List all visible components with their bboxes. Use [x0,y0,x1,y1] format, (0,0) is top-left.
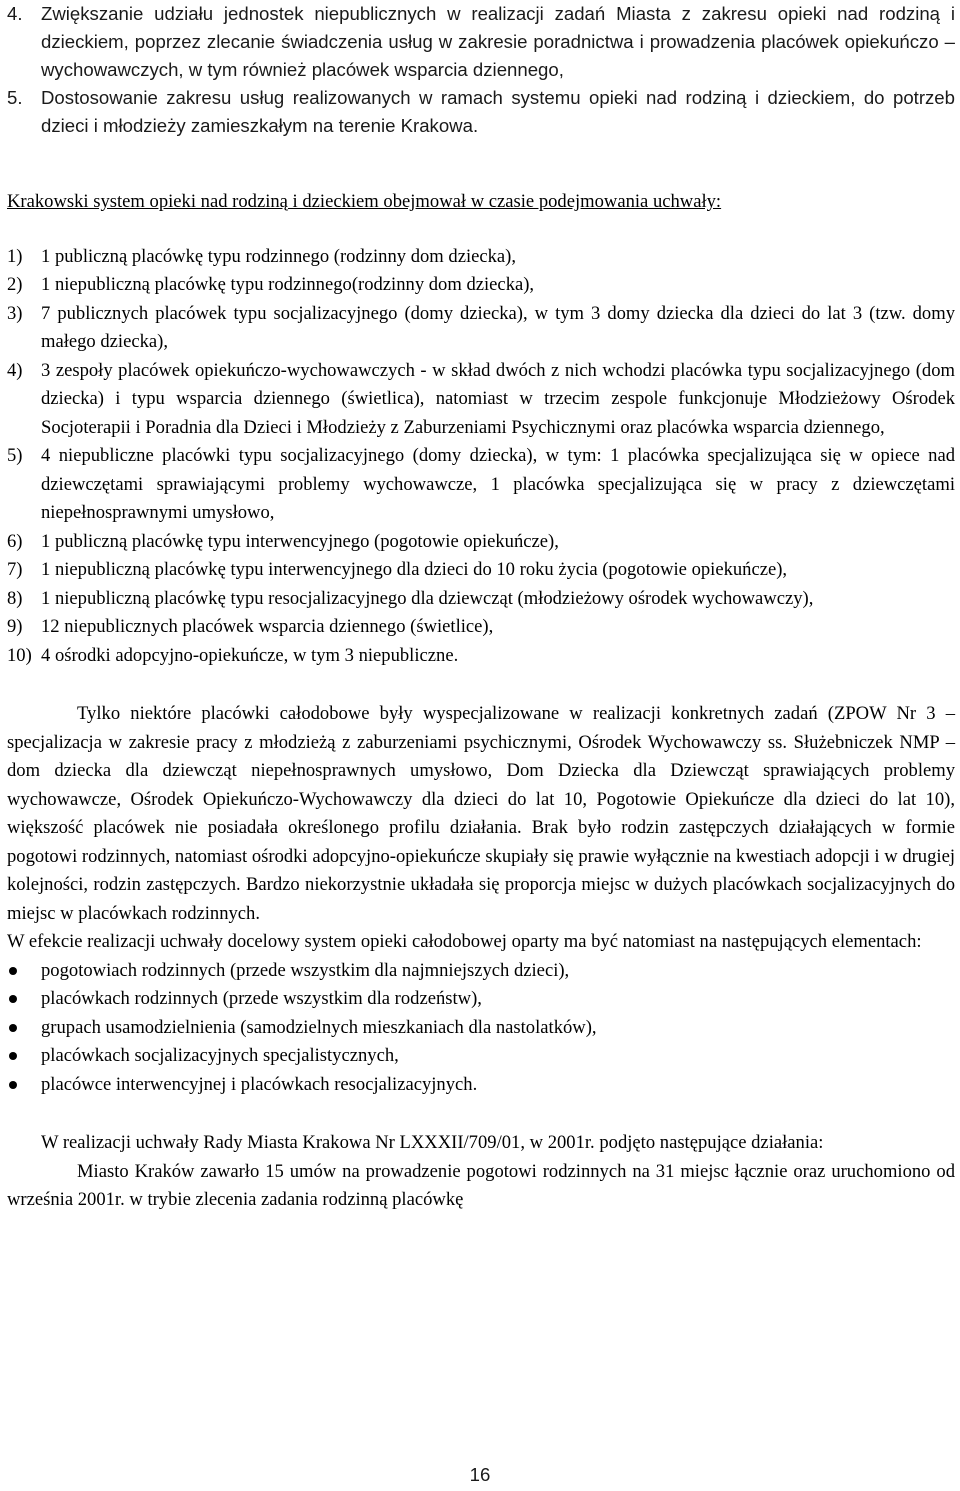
facility-number: 1) [7,245,23,267]
goal-text: Dostosowanie zakresu usług realizowanych w ramach systemu opieki nad rodziną i dzieckiem, do potrzeb dzieci i młodzieży zamieszkałym na terenie Krakowa. [41,87,955,136]
facility-text: 1 niepubliczną placówkę typu rodzinnego(rodzinny dom dziecka), [41,274,535,295]
facility-text: 12 niepublicznych placówek wsparcia dziennego (świetlice), [41,616,494,637]
bullet-text: pogotowiach rodzinnych (przede wszystkim dla najmniejszych dzieci), [41,959,570,981]
facility-item [7,642,955,671]
goal-text: Zwiększanie udziału jednostek niepublicznych w realizacji zadań Miasta z zakresu opieki nad rodziną i dzieckiem, poprzez zlecanie świadczenia usług w zakresie poradnictwa i prowadzenia placówek opiekuńczo – wychowawczych, w tym również placówek wsparcia dziennego, [41,3,955,80]
facility-number: 2) [7,274,23,295]
bullet-text: placówce interwencyjnej i placówkach resocjalizacyjnych. [41,1073,478,1095]
spacer [7,670,955,700]
facility-number: 10) [7,644,32,666]
facility-item [7,442,955,528]
system-intro: Krakowski system opieki nad rodziną i dzieckiem obejmował w czasie podejmowania uchwały: [7,191,722,212]
bullet-item [7,957,955,986]
facility-number: 6) [7,530,23,552]
bullet-icon [7,985,41,1014]
bullet-item [7,1042,955,1071]
bullet-icon [7,1042,41,1071]
facility-number: 4) [7,359,23,381]
facility-item [7,556,955,585]
target-elements-list [7,957,955,1100]
paragraph-specialization: Tylko niektóre placówki całodobowe były wyspecjalizowane w realizacji konkretnych zadań (ZPOW Nr 3 – specjalizacja w zakresie pracy z młodzieżą z zaburzeniami psychicznymi, Ośrodek Wychowawczy ss. Służebniczek NMP – dom dziecka dla dziewcząt niepełnosprawnych umysłowo, Dom Dziecka dla Dziewcząt sprawiających problemy wychowawcze, Ośrodek Opiekuńczo-Wychowawczy dla dzieci do lat 10, Pogotowie Opiekuńcze dla dzieci do lat 10), większość placówek nie posiadała określonego profilu działania. Brak było rodzin zastępczych działających w formie pogotowi rodzinnych, natomiast ośrodki adopcyjno-opiekuńcze skupiały się prawie wyłącznie na kwestiach adopcji i w drugiej kolejności, rodzin zastępczych. Bardzo niekorzystnie układała się proporcja miejsc w dużych placówkach socjalizacyjnych do miejsc w placówkach rodzinnych. [7,703,955,924]
facility-item [7,243,955,272]
facility-text: 1 niepubliczną placówkę typu interwencyjnego dla dzieci do 10 roku życia (pogotowie opiekuńcze), [41,559,788,580]
facility-item [7,357,955,443]
facility-text: 1 niepubliczną placówkę typu resocjalizacyjnego dla dziewcząt (młodzieżowy ośrodek wychowawczy), [41,587,814,609]
facility-text: 3 zespoły placówek opiekuńczo-wychowawczych - w skład dwóch z nich wchodzi placówka typu socjalizacyjnego (dom dziecka) i typu wsparcia dziennego (świetlica), natomiast w trzecim zespole funkcjonuje Młodzieżowy Ośrodek Socjoterapii i Poradnia dla Dzieci i Młodzieży z Zaburzeniami Psychicznymi oraz placówka wsparcia dziennego, [41,359,955,438]
facility-number: 5) [7,445,23,466]
main-content [7,188,955,1215]
facility-text: 4 ośrodki adopcyjno-opiekuńcze, w tym 3 niepubliczne. [41,644,459,666]
bullet-item [7,1071,955,1100]
facility-text: 1 publiczną placówkę typu rodzinnego (rodzinny dom dziecka), [41,245,517,267]
spacer [7,1099,955,1129]
facility-number: 7) [7,559,23,580]
facility-item [7,585,955,614]
facility-number: 3) [7,302,23,324]
goal-item [7,0,955,84]
paragraph-agreements: Miasto Kraków zawarło 15 umów na prowadzenie pogotowi rodzinnych na 31 miejsc łącznie oraz uruchomiono od września 2001r. w trybie zlecenia zadania rodzinną placówkę [7,1160,955,1210]
page-number: 16 [469,1464,491,1485]
facility-text: 4 niepubliczne placówki typu socjalizacyjnego (domy dziecka), w tym: 1 placówka specjalizująca się w opiece nad dziewczętami sprawiającymi problemy wychowawcze, 1 placówka specjalizująca się w pracy z dziewczętami niepełnosprawnymi umysłowo, [41,445,955,523]
facility-text: 1 publiczną placówkę typu interwencyjnego (pogotowie opiekuńcze), [41,530,559,552]
goal-number: 4. [7,3,23,24]
goals-list [7,0,955,140]
bullet-item [7,1014,955,1043]
facility-item [7,300,955,357]
bullet-icon [7,957,41,986]
facility-item [7,271,955,300]
paragraph-actions: W realizacji uchwały Rady Miasta Krakowa Nr LXXXII/709/01, w 2001r. podjęto następujące działania: [41,1132,824,1153]
facility-item [7,528,955,557]
bullet-text: placówkach rodzinnych (przede wszystkim dla rodzeństw), [41,988,482,1009]
bullet-icon [7,1071,41,1100]
facility-number: 8) [7,587,23,609]
goal-item [7,84,955,140]
bullet-item [7,985,955,1014]
bullet-text: grupach usamodzielnienia (samodzielnych mieszkaniach dla nastolatków), [41,1016,597,1038]
facilities-list [7,243,955,671]
facility-text: 7 publicznych placówek typu socjalizacyjnego (domy dziecka), w tym 3 domy dziecka dla dzieci do lat 3 (tzw. domy małego dziecka), [41,302,955,352]
goal-number: 5. [7,87,23,108]
facility-item [7,613,955,642]
bullet-text: placówkach socjalizacyjnych specjalistycznych, [41,1045,399,1066]
bullet-icon [7,1014,41,1043]
facility-number: 9) [7,616,23,637]
paragraph-target-system: W efekcie realizacji uchwały docelowy system opieki całodobowej oparty ma być natomiast na następujących elementach: [7,931,922,952]
